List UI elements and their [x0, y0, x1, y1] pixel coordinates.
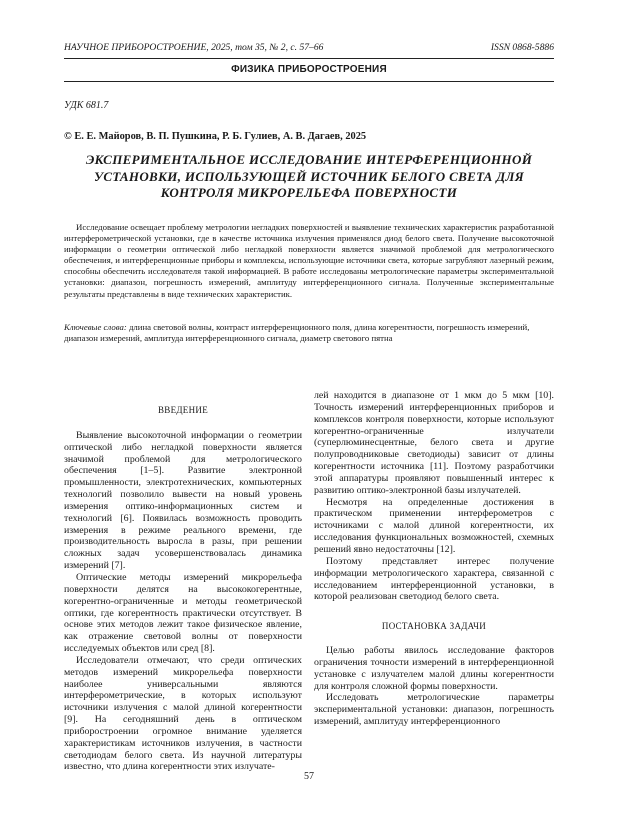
- body-column-right: [314, 390, 554, 728]
- paragraph-continued: лей находится в диапазоне от 1 мкм до 5 мкм [10]. Точность измерений интерференционных приборов и комплексов контроля поверхности, которые используют когерентно-ограниченные излучатели (суперлюминесцентные, белого света и другие полупроводниковые светодиоды) зависит от длины когерентности источника [11]. Поэтому разработчики этой аппаратуры проявляют повышенный интерес к развитию оптико-электронной базы излучателей.: [314, 390, 554, 496]
- udk-code: УДК 681.7: [64, 100, 109, 111]
- problem-heading: ПОСТАНОВКА ЗАДАЧИ: [381, 621, 487, 632]
- journal-citation: НАУЧНОЕ ПРИБОРОСТРОЕНИЕ, 2025, том 35, № 2, с. 57–66: [64, 42, 324, 53]
- paragraph: Выявление высокоточной информации о геометрии оптической либо негладкой поверхности является значимой проблемой для метрологического обеспечения [1–5]. Развитие электронной промышленности, электротехнических, компьютерных технологий позволило вывести на новый уровень измерения оптико-информационных систем и технологий [6]. Появилась возможность проводить измерения в режиме реального времени, где производительность выросла в разы, при решении сложных задач усовершенствовалась динамика измерений [7].: [64, 429, 302, 572]
- issn: ISSN 0868-5886: [490, 42, 554, 53]
- authors: © Е. Е. Майоров, В. П. Пушкина, Р. Б. Гулиев, А. В. Дагаев, 2025: [64, 131, 367, 142]
- keywords-label: Ключевые слова:: [64, 322, 127, 332]
- body-column-left: [64, 405, 302, 773]
- page-number: 57: [304, 771, 314, 782]
- keywords: [64, 322, 554, 344]
- paragraph: Исследователи отмечают, что среди оптических методов измерений микрорельефа поверхности наиболее универсальными являются интерферометрические, в которых используют источники излучения с малой длиной когерентности [9]. На сегодняшний день в оптическом приборостроении огромное внимание уделяется характеристикам источников излучения, в частности светодиодам белого света. Из научной литературы известно, что длина когерентности этих излучате-: [64, 654, 302, 773]
- intro-heading: ВВЕДЕНИЕ: [157, 405, 209, 415]
- keywords-text: длина световой волны, контраст интерференционного поля, длина когерентности, погрешность измерений, диапазон измерений, амплитуда интерференционного сигнала, диаметр светового пятна: [64, 322, 530, 344]
- abstract: Исследование освещает проблему метрологии негладких поверхностей и выявление технических характеристик разработанной интерферометрической установки, где в качестве источника излучения применялся диод белого света. Получение высокоточной информации о геометрии оптической либо негладкой поверхности является значимой проблемой для метрологического обеспечения, и интерференционные приборы и комплексы, использующие источники света, которые загрубляют лазерный режим, способны обеспечить исследователя такой информацией. В работе исследованы метрологические параметры экспериментальной установки: диапазон, погрешность измерений, амплитуду интерференционного сигнала. Полученные экспериментальные результаты представлены в виде технических характеристик.: [64, 222, 554, 299]
- paragraph: Поэтому представляет интерес получение информации метрологического характера, связанной с исследованием интерференционной установки, в которой реализован светодиод белого света.: [314, 555, 554, 603]
- section-title: ФИЗИКА ПРИБОРОСТРОЕНИЯ: [231, 64, 387, 75]
- paragraph: Исследовать метрологические параметры экспериментальной установки: диапазон, погрешность измерений, амплитуду интерференционного: [314, 692, 554, 728]
- article-title: ЭКСПЕРИМЕНТАЛЬНОЕ ИССЛЕДОВАНИЕ ИНТЕРФЕРЕНЦИОННОЙ УСТАНОВКИ, ИСПОЛЬЗУЮЩЕЙ ИСТОЧНИК БЕЛОГО СВЕТА ДЛЯ КОНТРОЛЯ МИКРОРЕЛЬЕФА ПОВЕРХНОСТИ: [85, 152, 533, 200]
- section-rule: [64, 81, 554, 82]
- paragraph: Несмотря на определенные достижения в практическом применении интерферометров с источниками с малой длиной когерентности, их исследования функциональных возможностей, схемных решений явно недостаточны [12].: [314, 496, 554, 555]
- paragraph: Целью работы явилось исследование факторов ограничения точности измерений в интерференционной установке с излучателем малой длины когерентности для контроля сложной формы поверхности.: [314, 645, 554, 692]
- header-rule: [64, 58, 554, 59]
- paragraph: Оптические методы измерений микрорельефа поверхности делятся на высококогерентные, когерентно-ограниченные и методы геометрической оптики, где когерентность практически отсутствует. В основе этих методов лежит такое физическое явление, как отражение световой волны от поверхности исследуемых объектов или сред [8].: [64, 571, 302, 655]
